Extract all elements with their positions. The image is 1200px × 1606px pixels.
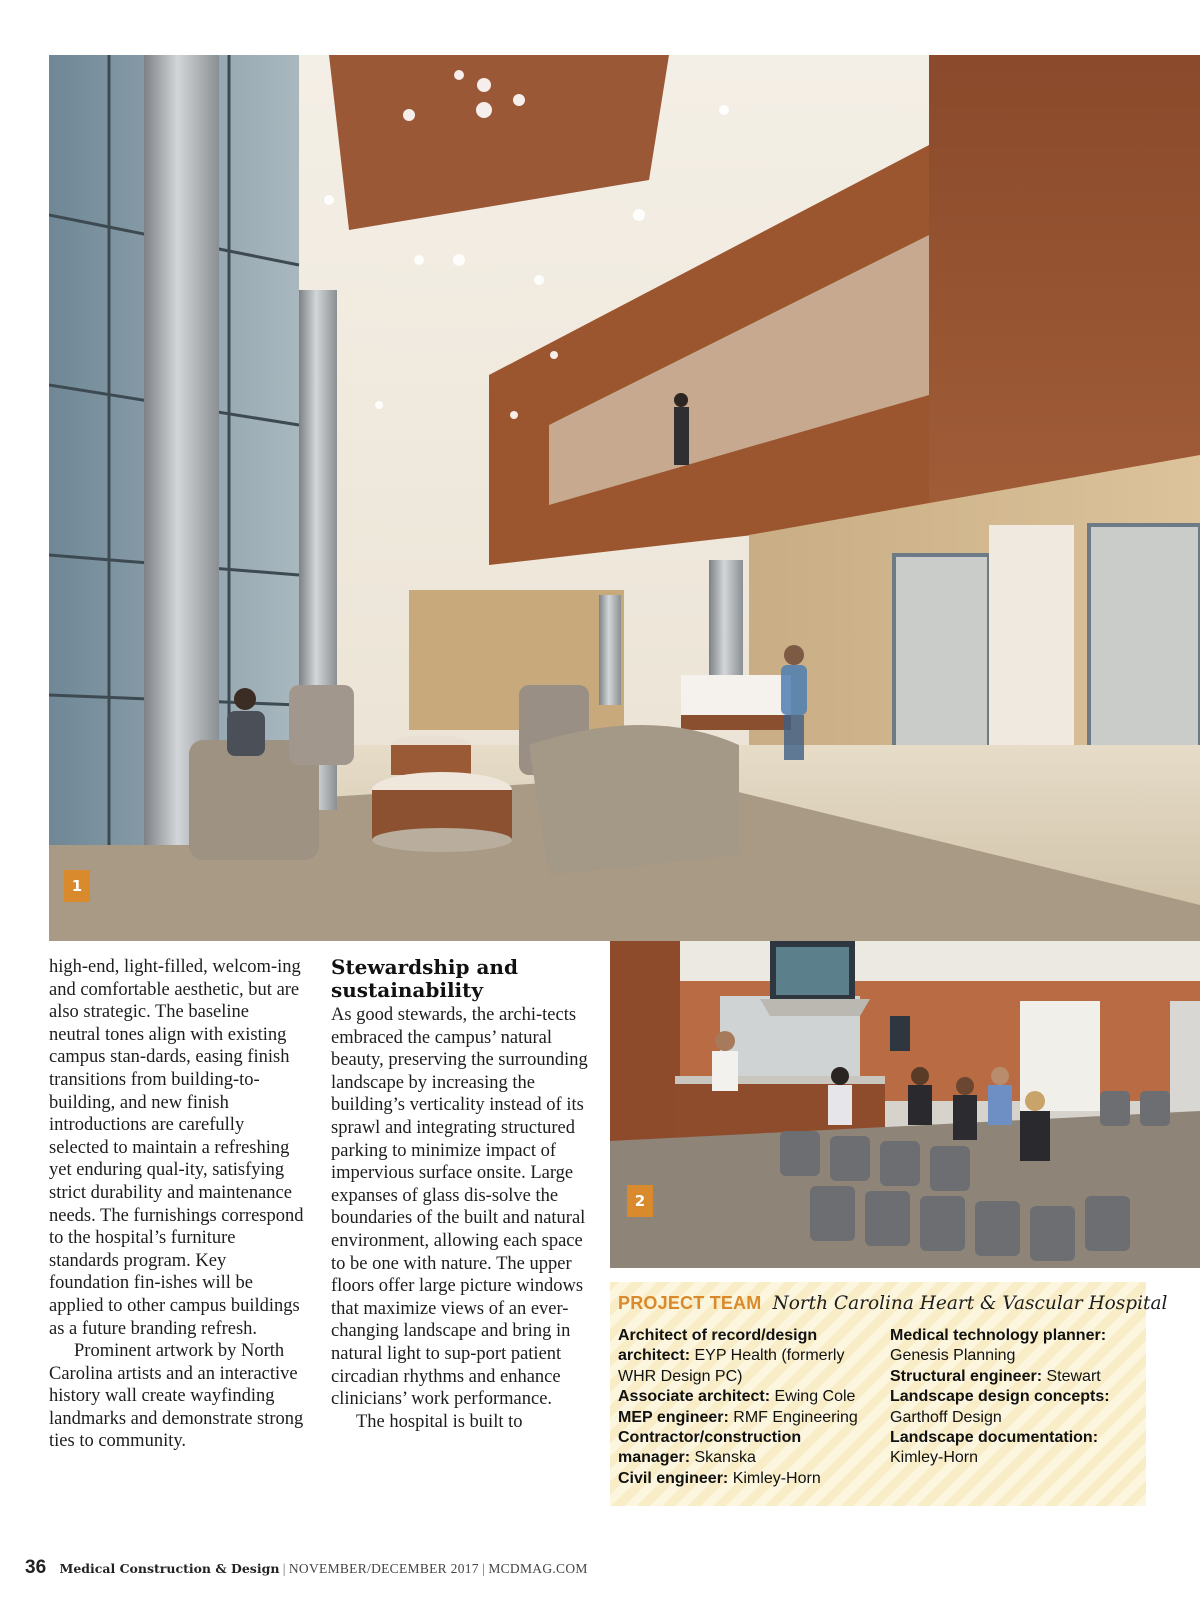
issue-date: NOVEMBER/DECEMBER 2017: [288, 1561, 479, 1576]
project-team-column-2: [890, 1326, 1140, 1469]
photo-number-badge: 1: [64, 870, 90, 902]
article-paragraph: Prominent artwork by North Carolina artists and an interactive history wall create wayfinding landmarks and demonstrate strong ties to community.: [49, 1341, 304, 1452]
team-entry: [890, 1428, 1140, 1469]
project-team-box: [610, 1282, 1168, 1506]
team-role: Civil engineer:: [618, 1469, 729, 1487]
team-entry: [890, 1326, 1140, 1367]
team-role: Associate architect:: [618, 1388, 771, 1406]
article-paragraph: high-end, light-filled, welcom-ing and comfortable aesthetic, but are also strategic. The baseline neutral tones align with existing campus stan-dards, easing finish transitions from building-to-building, and new finish introductions are carefully selected to maintain a refreshing yet enduring qual-ity, satisfying strict durability and maintenance needs. The furnishings correspond to the hospital’s furniture standards program. Key foundation fin-ishes will be applied to other campus buildings as a future branding refresh.: [49, 957, 304, 1339]
team-entry: [618, 1387, 873, 1407]
demo-kitchen-photo: [610, 941, 1200, 1268]
section-subhead: Stewardship and sustainability: [331, 955, 518, 1002]
team-entry: [618, 1326, 873, 1387]
project-team-title: PROJECT TEAM: [618, 1293, 762, 1313]
project-name: North Carolina Heart & Vascular Hospital: [772, 1293, 1168, 1314]
team-role: MEP engineer:: [618, 1408, 729, 1426]
lobby-atrium-photo: [49, 55, 1200, 941]
page-footer: [25, 1557, 588, 1579]
team-role: Structural engineer:: [890, 1367, 1043, 1385]
project-team-header: [618, 1293, 1167, 1314]
team-role: Landscape design concepts:: [890, 1388, 1110, 1406]
team-member: Stewart: [1046, 1367, 1101, 1385]
team-member: Skanska: [694, 1449, 756, 1467]
team-member: Garthoff Design: [890, 1408, 1002, 1426]
article-column-2: [331, 956, 588, 1433]
article-paragraph: As good stewards, the archi-tects embraced the campus’ natural beauty, preserving the surrounding landscape by increasing the building’s verticality instead of its sprawl and integrating structured parking to minimize impact of impervious surface onsite. Large expanses of glass dis-solve the boundaries of the built and natural environment, allowing each space to be one with nature. The upper floors offer large picture windows that maximize views of an ever-changing landscape and bring in natural light to sup-port patient circadian rhythms and enhance clinicians’ work performance.: [331, 1005, 588, 1410]
team-entry: [618, 1428, 873, 1469]
footer-separator: |: [482, 1561, 485, 1576]
team-member: Kimley-Horn: [732, 1469, 821, 1487]
team-member: EYP Health (formerly WHR Design PC): [618, 1347, 845, 1385]
team-role: Landscape documentation:: [890, 1429, 1099, 1447]
team-entry: [890, 1367, 1140, 1387]
project-team-column-1: [618, 1326, 873, 1489]
magazine-name: Medical Construction & Design: [59, 1561, 280, 1576]
team-role: Contractor/construction manager:: [618, 1429, 802, 1467]
article-column-1: [49, 956, 304, 1453]
article-paragraph: The hospital is built to: [356, 1411, 523, 1432]
team-member: Ewing Cole: [774, 1388, 856, 1406]
team-entry: [618, 1408, 873, 1428]
team-entry: [890, 1387, 1140, 1428]
team-member: RMF Engineering: [733, 1408, 858, 1426]
page-number: 36: [25, 1557, 47, 1578]
footer-separator: |: [282, 1561, 286, 1576]
team-member: Genesis Planning: [890, 1347, 1016, 1365]
team-member: Kimley-Horn: [890, 1449, 979, 1467]
team-entry: [618, 1469, 873, 1489]
team-role: Architect of record/design architect:: [618, 1327, 818, 1365]
team-role: Medical technology planner:: [890, 1327, 1107, 1344]
website: MCDMAG.COM: [488, 1561, 588, 1576]
photo-number-badge: 2: [627, 1185, 653, 1217]
